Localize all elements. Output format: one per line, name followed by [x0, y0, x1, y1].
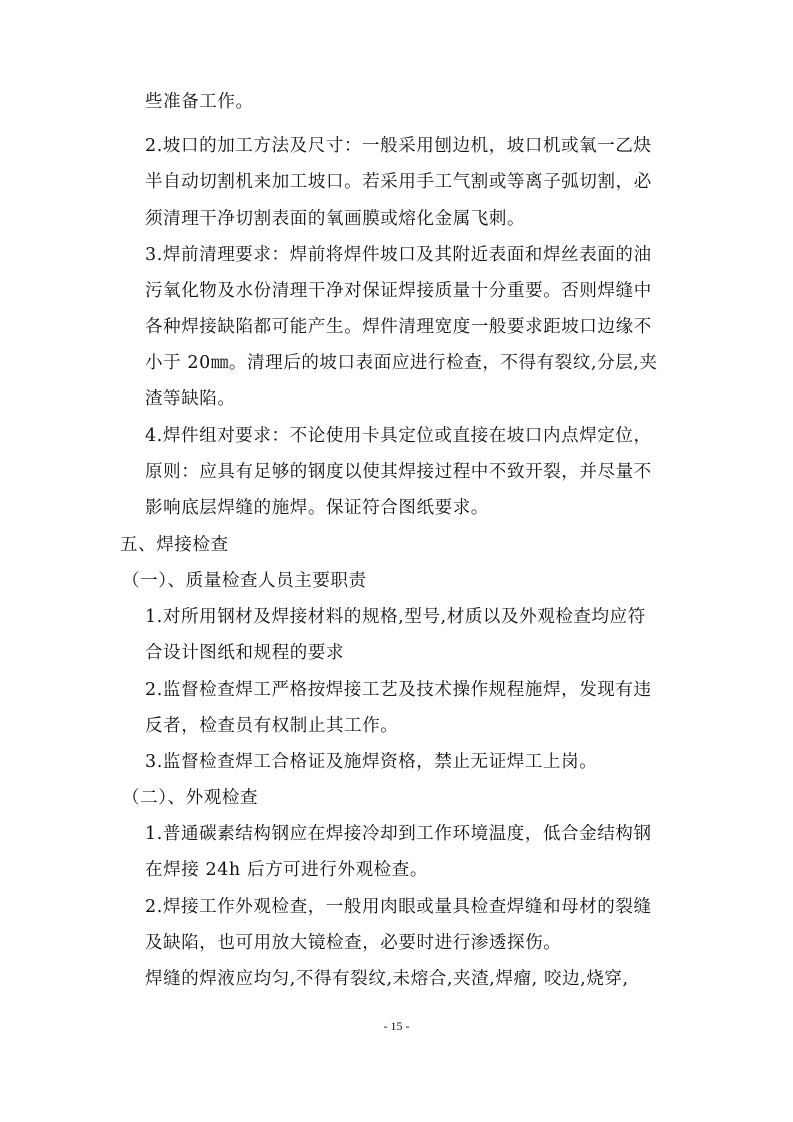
text-line: 1.对所用钢材及焊接材料的规格,型号,材质以及外观检查均应符 [145, 607, 646, 627]
text-line: 渣等缺陷。 [145, 389, 236, 409]
text-line: 些准备工作。 [145, 92, 254, 112]
text-line: 3.监督检查焊工合格证及施焊资格，禁止无证焊工上岗。 [145, 752, 598, 772]
text-line: 焊缝的焊液应均匀,不得有裂纹,未熔合,夹渣,焊瘤, 咬边,烧穿, [145, 969, 629, 989]
subsection-heading: （一）、质量检查人员主要职责 [122, 571, 367, 591]
text-line: 1.普通碳素结构钢应在焊接冷却到工作环境温度，低合金结构钢 [145, 824, 652, 844]
text-line: 在焊接 24h 后方可进行外观检查。 [145, 860, 428, 880]
text-line: 原则：应具有足够的钢度以使其焊接过程中不致开裂，并尽量不 [145, 462, 652, 482]
page-number: - 15 - [383, 1019, 410, 1033]
text-line: 半自动切割机来加工坡口。若采用手工气割或等离子弧切割，必 [145, 172, 652, 192]
subsection-heading: （二）、外观检查 [122, 788, 259, 808]
text-line: 小于 20㎜。清理后的坡口表面应进行检查，不得有裂纹,分层,夹 [145, 353, 658, 373]
text-line: 2.监督检查焊工严格按焊接工艺及技术操作规程施焊，发现有违 [145, 680, 652, 700]
text-line: 各种焊接缺陷都可能产生。焊件清理宽度一般要求距坡口边缘不 [145, 317, 652, 337]
text-line: 及缺陷，也可用放大镜检查，必要时进行渗透探伤。 [145, 933, 562, 953]
section-heading: 五、焊接检查 [120, 535, 229, 555]
text-line: 2.焊接工作外观检查，一般用肉眼或量具检查焊缝和母材的裂缝 [145, 897, 652, 917]
text-line: 2.坡口的加工方法及尺寸：一般采用刨边机，坡口机或氧一乙炔 [145, 136, 652, 156]
text-line: 反者，检查员有权制止其工作。 [145, 716, 399, 736]
text-line: 污氧化物及水份清理干净对保证焊接质量十分重要。否则焊缝中 [145, 281, 652, 301]
text-line: 合设计图纸和规程的要求 [145, 643, 345, 663]
text-line: 影响底层焊缝的施焊。保证符合图纸要求。 [145, 498, 489, 518]
text-line: 须清理干净切割表面的氧画膜或熔化金属飞刺。 [145, 209, 526, 229]
text-line: 4.焊件组对要求：不论使用卡具定位或直接在坡口内点焊定位， [145, 426, 652, 446]
text-line: 3.焊前清理要求：焊前将焊件坡口及其附近表面和焊丝表面的油 [145, 245, 652, 265]
